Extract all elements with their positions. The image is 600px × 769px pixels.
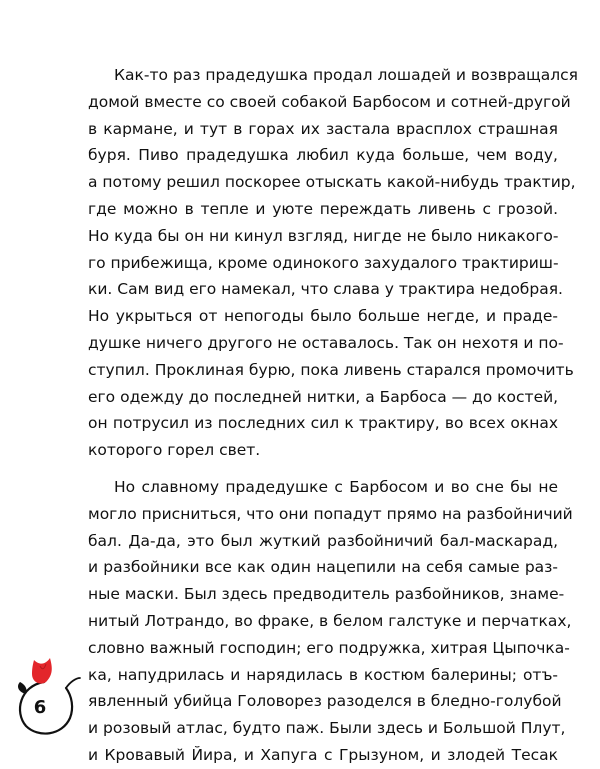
text-line: явленный убийца Головорез разоделся в бледно-голубой <box>88 692 562 711</box>
text-line: где можно в тепле и уюте переждать ливень с грозой. <box>88 199 558 218</box>
text-line: и разбойники все как один нацепили на себя самые раз- <box>88 558 558 577</box>
text-line: ка, напудрилась и нарядилась в костюм балерины; отъ- <box>88 665 558 684</box>
text-line: Но укрыться от непогоды было больше негде, и праде- <box>88 307 558 326</box>
text-line: нитый Лотрандо, во фраке, в белом галстуке и перчатках, <box>88 611 572 630</box>
text-line: ные маски. Был здесь предводитель разбойников, знаме- <box>88 585 565 604</box>
text-line: ступил. Проклиная бурю, пока ливень старался промочить <box>88 360 574 379</box>
text-line: буря. Пиво прадедушка любил куда больше, чем воду, <box>88 146 558 165</box>
text-line: го прибежища, кроме одинокого захудалого трактириш- <box>88 253 559 272</box>
paragraph-gap <box>88 464 558 474</box>
text-line: и розовый атлас, будто паж. Были здесь и Большой Плут, <box>88 719 566 738</box>
text-line: а потому решил поскорее отыскать какой-нибудь трактир, <box>88 173 576 192</box>
text-line: Но славному прадедушке с Барбосом и во сне бы не <box>114 477 558 496</box>
text-line: в кармане, и тут в горах их застала врасплох страшная <box>88 119 558 138</box>
flower-decoration-icon <box>12 652 82 738</box>
text-line: могло присниться, что они попадут прямо на разбойничий <box>88 504 573 523</box>
text-line: словно важный господин; его подружка, хитрая Цыпочка- <box>88 638 570 657</box>
body-text <box>88 62 579 769</box>
text-line: ки. Сам вид его намекал, что слава у трактира недобрая. <box>88 280 563 299</box>
tulip-icon <box>32 658 52 684</box>
page-number: 6 <box>33 697 47 718</box>
text-line: душке ничего другого не оставалось. Так он нехотя и по- <box>88 333 564 352</box>
text-line: бал. Да-да, это был жуткий разбойничий бал-маскарад, <box>88 531 558 550</box>
leaf-icon <box>18 682 27 694</box>
text-line: которого горел свет. <box>88 441 261 460</box>
text-line: домой вместе со своей собакой Барбосом и сотней-другой <box>88 92 571 111</box>
text-line: Но куда бы он ни кинул взгляд, нигде не было никакого- <box>88 226 559 245</box>
text-line: и Кровавый Йира, и Хапуга с Грызуном, и злодей Тесак <box>88 745 558 764</box>
text-line: его одежду до последней нитки, а Барбоса — до костей, <box>88 387 559 406</box>
text-line: он потрусил из последних сил к трактиру, во всех окнах <box>88 414 558 433</box>
text-line: Как-то раз прадедушка продал лошадей и возвращался <box>114 66 579 84</box>
